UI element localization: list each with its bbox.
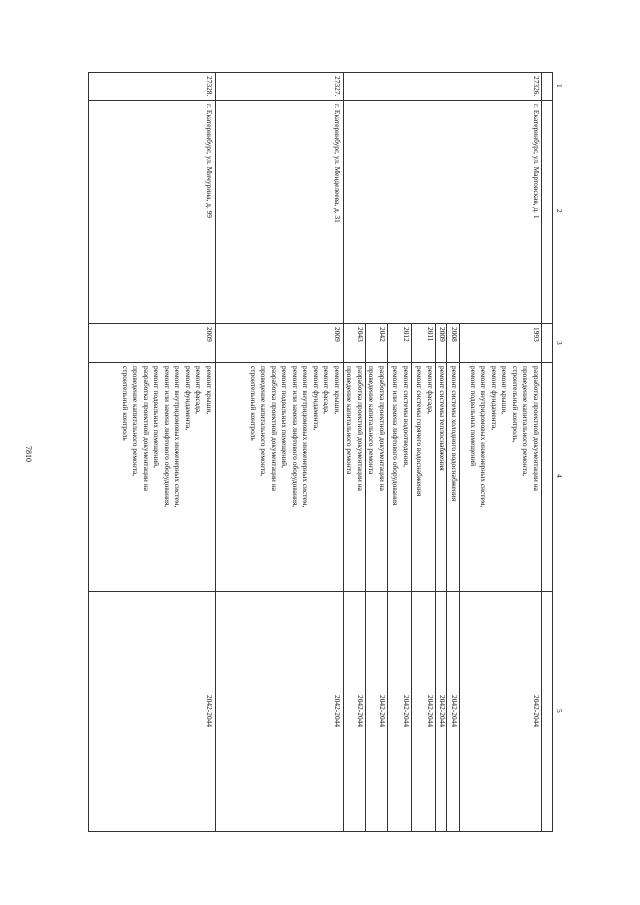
period-cell: 2042-2044 [426,695,435,728]
header-col-5: 5 [555,709,564,713]
header-col-1: 1 [555,84,564,88]
col-separator-2 [88,323,553,324]
year-cell: 2009 [438,327,447,342]
period-cell: 2042-2044 [356,695,365,728]
row-address: г. Екатеринбург, ул. Мичурина, д. 99 [205,104,214,218]
year-cell: 2012 [402,327,411,342]
year-cell: 2009 [333,327,342,342]
period-cell: 2042-2044 [450,695,459,728]
header-col-2: 2 [555,209,564,213]
work-cell: ремонт системы водоотведения, ремонт или замена лифтового оборудования [391,366,411,506]
col-separator-3 [88,362,553,363]
work-cell: разработка проектной документации на проведение капитального ремонта, строительный контроль, ремонт крыши, ремонт фундамента, ремонт внутридомовых инженерных систем, ремонт подвальных помещений [469,366,541,508]
col-separator-4 [88,591,553,592]
subrow-separator [387,323,388,831]
period-cell: 2042-2044 [532,695,541,728]
table-border-bottom [88,72,89,831]
year-cell: 2008 [450,327,459,342]
table-border-top [552,72,553,831]
period-cell: 2042-2044 [402,695,411,728]
row-address: г. Екатеринбург, ул. Мартовская, д. 1 [532,104,541,219]
year-cell: 2042 [378,327,387,342]
header-separator [541,72,542,831]
row-separator-2 [215,72,216,831]
header-col-3: 3 [555,341,564,345]
subrow-separator [459,323,460,831]
year-cell: 2011 [426,327,435,342]
period-cell: 2042-2044 [205,695,214,728]
work-cell: ремонт фасада, ремонт системы горячего водоснабжения [415,366,435,497]
row-address: г. Екатеринбург, ул. Менделеева, д. 31 [333,104,342,223]
work-cell: ремонт системы теплоснабжения [438,366,447,471]
table-border-right [88,831,553,832]
work-cell: ремонт крыши, ремонт фасада, ремонт фундамента, ремонт внутридомовых инженерных систем, ремонт или замена лифтового оборудования, ремонт подвальных помещений, разработка проектной документации на проведение капитального ремонта, строительный контроль [249,366,342,508]
period-cell: 2042-2044 [438,695,447,728]
col-separator-1 [88,100,553,101]
period-cell: 2042-2044 [378,695,387,728]
work-cell: разработка проектной документации на проведение капитального ремонта [367,366,387,491]
subrow-separator [411,323,412,831]
period-cell: 2042-2044 [333,695,342,728]
row-id: 27327. [333,76,342,97]
year-cell: 2009 [205,327,214,342]
page-number: 7810 [24,446,33,462]
work-cell: ремонт системы холодного водоснабжения [450,366,459,502]
year-cell: 1993 [532,327,541,342]
work-cell: разработка проектной документации на проведение капитального ремонта [345,366,365,491]
row-id: 27326. [532,76,541,97]
year-cell: 2043 [356,327,365,342]
row-id: 27328. [205,76,214,97]
table-border-left [88,72,553,73]
header-col-4: 4 [555,474,564,478]
work-cell: ремонт крыши, ремонт фасада, ремонт фундамента, ремонт внутридомовых инженерных систем, ремонт или замена лифтового оборудования, ремонт подвальных помещений, разработка проектной документации на проведение капитального ремонта, строительный контроль [121,366,214,508]
